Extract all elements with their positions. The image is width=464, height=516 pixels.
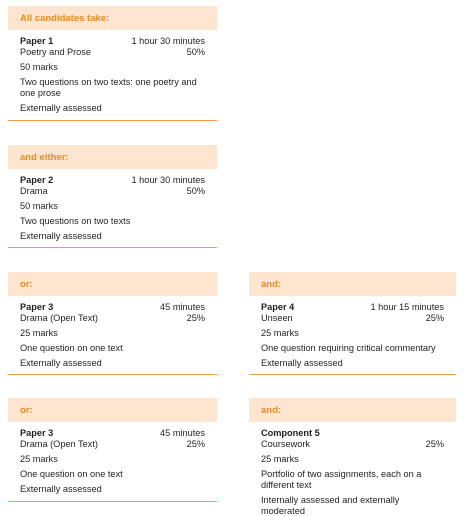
paper-duration: 1 hour 30 minutes: [131, 36, 205, 46]
component-block-paper-4: [249, 272, 456, 375]
paper-duration: 45 minutes: [160, 428, 205, 438]
component-block-paper-1: [8, 6, 217, 121]
paper-description: Two questions on two texts: one poetry and one prose: [20, 77, 197, 99]
paper-name: Paper 3: [20, 302, 54, 312]
paper-marks: 25 marks: [20, 328, 58, 339]
paper-subtitle: Drama: [20, 186, 48, 197]
section-heading: and:: [249, 398, 456, 422]
paper-subtitle: Drama (Open Text): [20, 313, 98, 324]
paper-marks: 25 marks: [261, 454, 299, 465]
paper-subtitle: Unseen: [261, 313, 293, 324]
paper-marks: 50 marks: [20, 201, 58, 212]
paper-assessment: Externally assessed: [20, 231, 102, 242]
paper-assessment: Externally assessed: [20, 484, 102, 495]
paper-description: One question on one text: [20, 469, 123, 480]
paper-name: Paper 1: [20, 36, 54, 46]
paper-marks: 25 marks: [261, 328, 299, 339]
paper-subtitle: Poetry and Prose: [20, 47, 91, 58]
paper-description: Portfolio of two assignments, each on a different text: [261, 469, 422, 491]
paper-assessment: Externally assessed: [20, 358, 102, 369]
paper-duration: 1 hour 30 minutes: [131, 175, 205, 185]
section-heading: or:: [8, 272, 217, 296]
paper-weight: 50%: [186, 47, 205, 58]
paper-description: One question requiring critical commentary: [261, 343, 436, 354]
paper-description: One question on one text: [20, 343, 123, 354]
component-block-paper-3-b: [8, 398, 217, 502]
paper-weight: 25%: [186, 439, 205, 450]
paper-assessment: Externally assessed: [20, 103, 102, 114]
component-block-component-5: [249, 398, 456, 516]
paper-description: Two questions on two texts: [20, 216, 131, 227]
paper-marks: 50 marks: [20, 62, 58, 73]
paper-subtitle: Drama (Open Text): [20, 439, 98, 450]
paper-assessment: Internally assessed and externally moderated: [261, 495, 400, 516]
paper-marks: 25 marks: [20, 454, 58, 465]
component-block-paper-3-a: [8, 272, 217, 375]
paper-name: Paper 3: [20, 428, 54, 438]
paper-weight: 25%: [425, 439, 444, 449]
section-heading: and:: [249, 272, 456, 296]
section-heading: All candidates take:: [8, 6, 217, 30]
paper-duration: 45 minutes: [160, 302, 205, 312]
section-heading: and either:: [8, 145, 217, 169]
paper-weight: 50%: [186, 186, 205, 197]
component-block-paper-2: [8, 145, 217, 248]
paper-name: Component 5: [261, 428, 320, 438]
paper-name: Paper 2: [20, 175, 54, 185]
section-heading: or:: [8, 398, 217, 422]
paper-subtitle: Coursework: [261, 439, 311, 450]
paper-assessment: Externally assessed: [261, 358, 343, 369]
paper-duration: 1 hour 15 minutes: [370, 302, 444, 312]
paper-weight: 25%: [425, 313, 444, 324]
paper-name: Paper 4: [261, 302, 295, 312]
paper-weight: 25%: [186, 313, 205, 324]
